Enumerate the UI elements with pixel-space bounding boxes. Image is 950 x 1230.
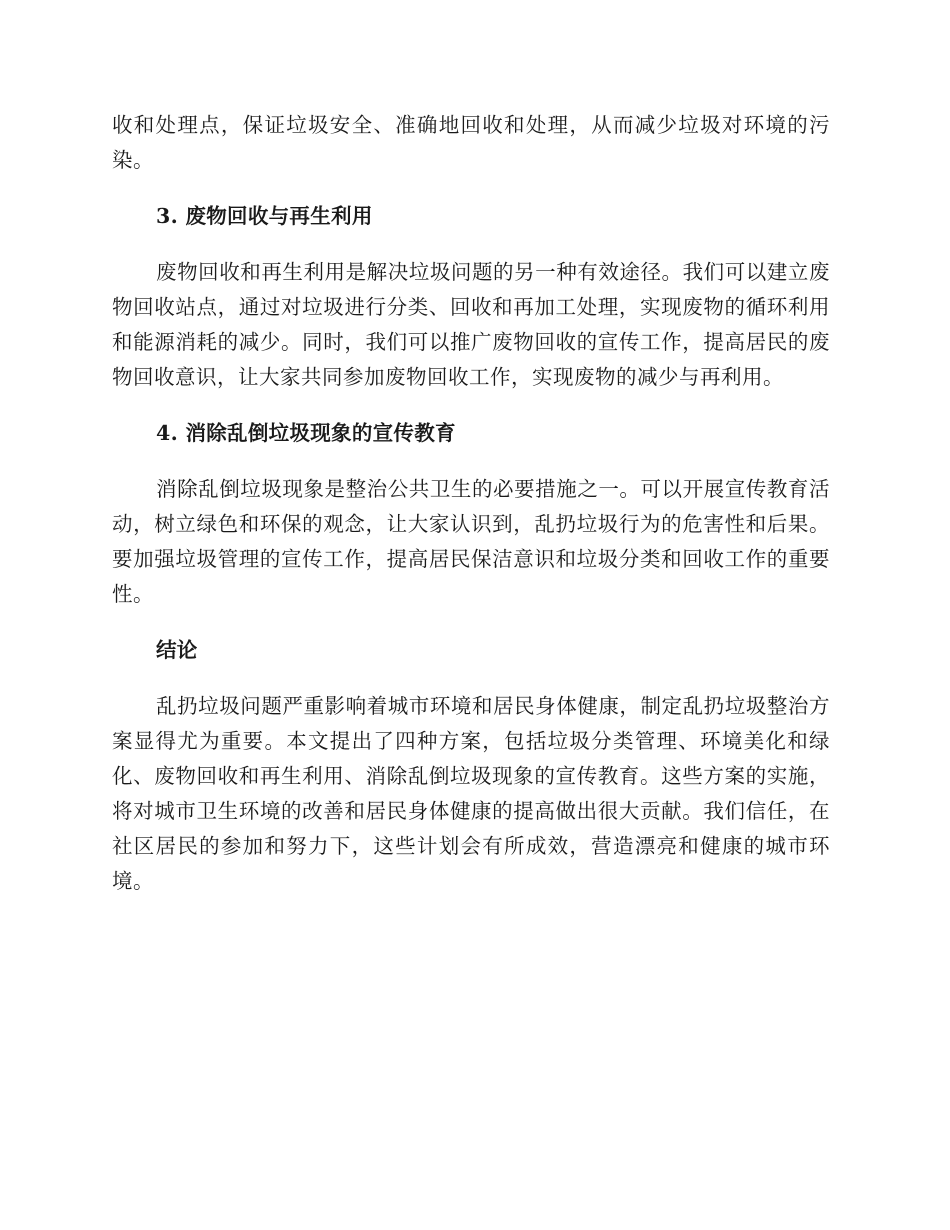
section-heading-waste-recycling: 3. 废物回收与再生利用 [156,204,373,228]
section-body-waste-recycling: 废物回收和再生利用是解决垃圾问题的另一种有效途径。我们可以建立废物回收站点，通过对垃圾进行分类、回收和再加工处理，实现废物的循环利用和能源消耗的减少。同时，我们可以推广废物回收的宣传工作，提高居民的废物回收意识，让大家共同参加废物回收工作，实现废物的减少与再利用。 [112,260,830,389]
section-heading-conclusion: 结论 [156,638,198,662]
section-body-conclusion: 乱扔垃圾问题严重影响着城市环境和居民身体健康，制定乱扔垃圾整治方案显得尤为重要。本文提出了四种方案，包括垃圾分类管理、环境美化和绿化、废物回收和再生利用、消除乱倒垃圾现象的宣传教育。这些方案的实施，将对城市卫生环境的改善和居民身体健康的提高做出很大贡献。我们信任，在社区居民的参加和努力下，这些计划会有所成效，营造漂亮和健康的城市环境。 [112,694,830,893]
intro-paragraph: 收和处理点，保证垃圾安全、准确地回收和处理，从而减少垃圾对环境的污染。 [112,113,830,172]
document-page [112,108,830,899]
section-heading-publicity-education: 4. 消除乱倒垃圾现象的宣传教育 [156,421,456,445]
section-body-publicity-education: 消除乱倒垃圾现象是整治公共卫生的必要措施之一。可以开展宣传教育活动，树立绿色和环保的观念，让大家认识到，乱扔垃圾行为的危害性和后果。要加强垃圾管理的宣传工作，提高居民保洁意识和垃圾分类和回收工作的重要性。 [112,477,830,606]
